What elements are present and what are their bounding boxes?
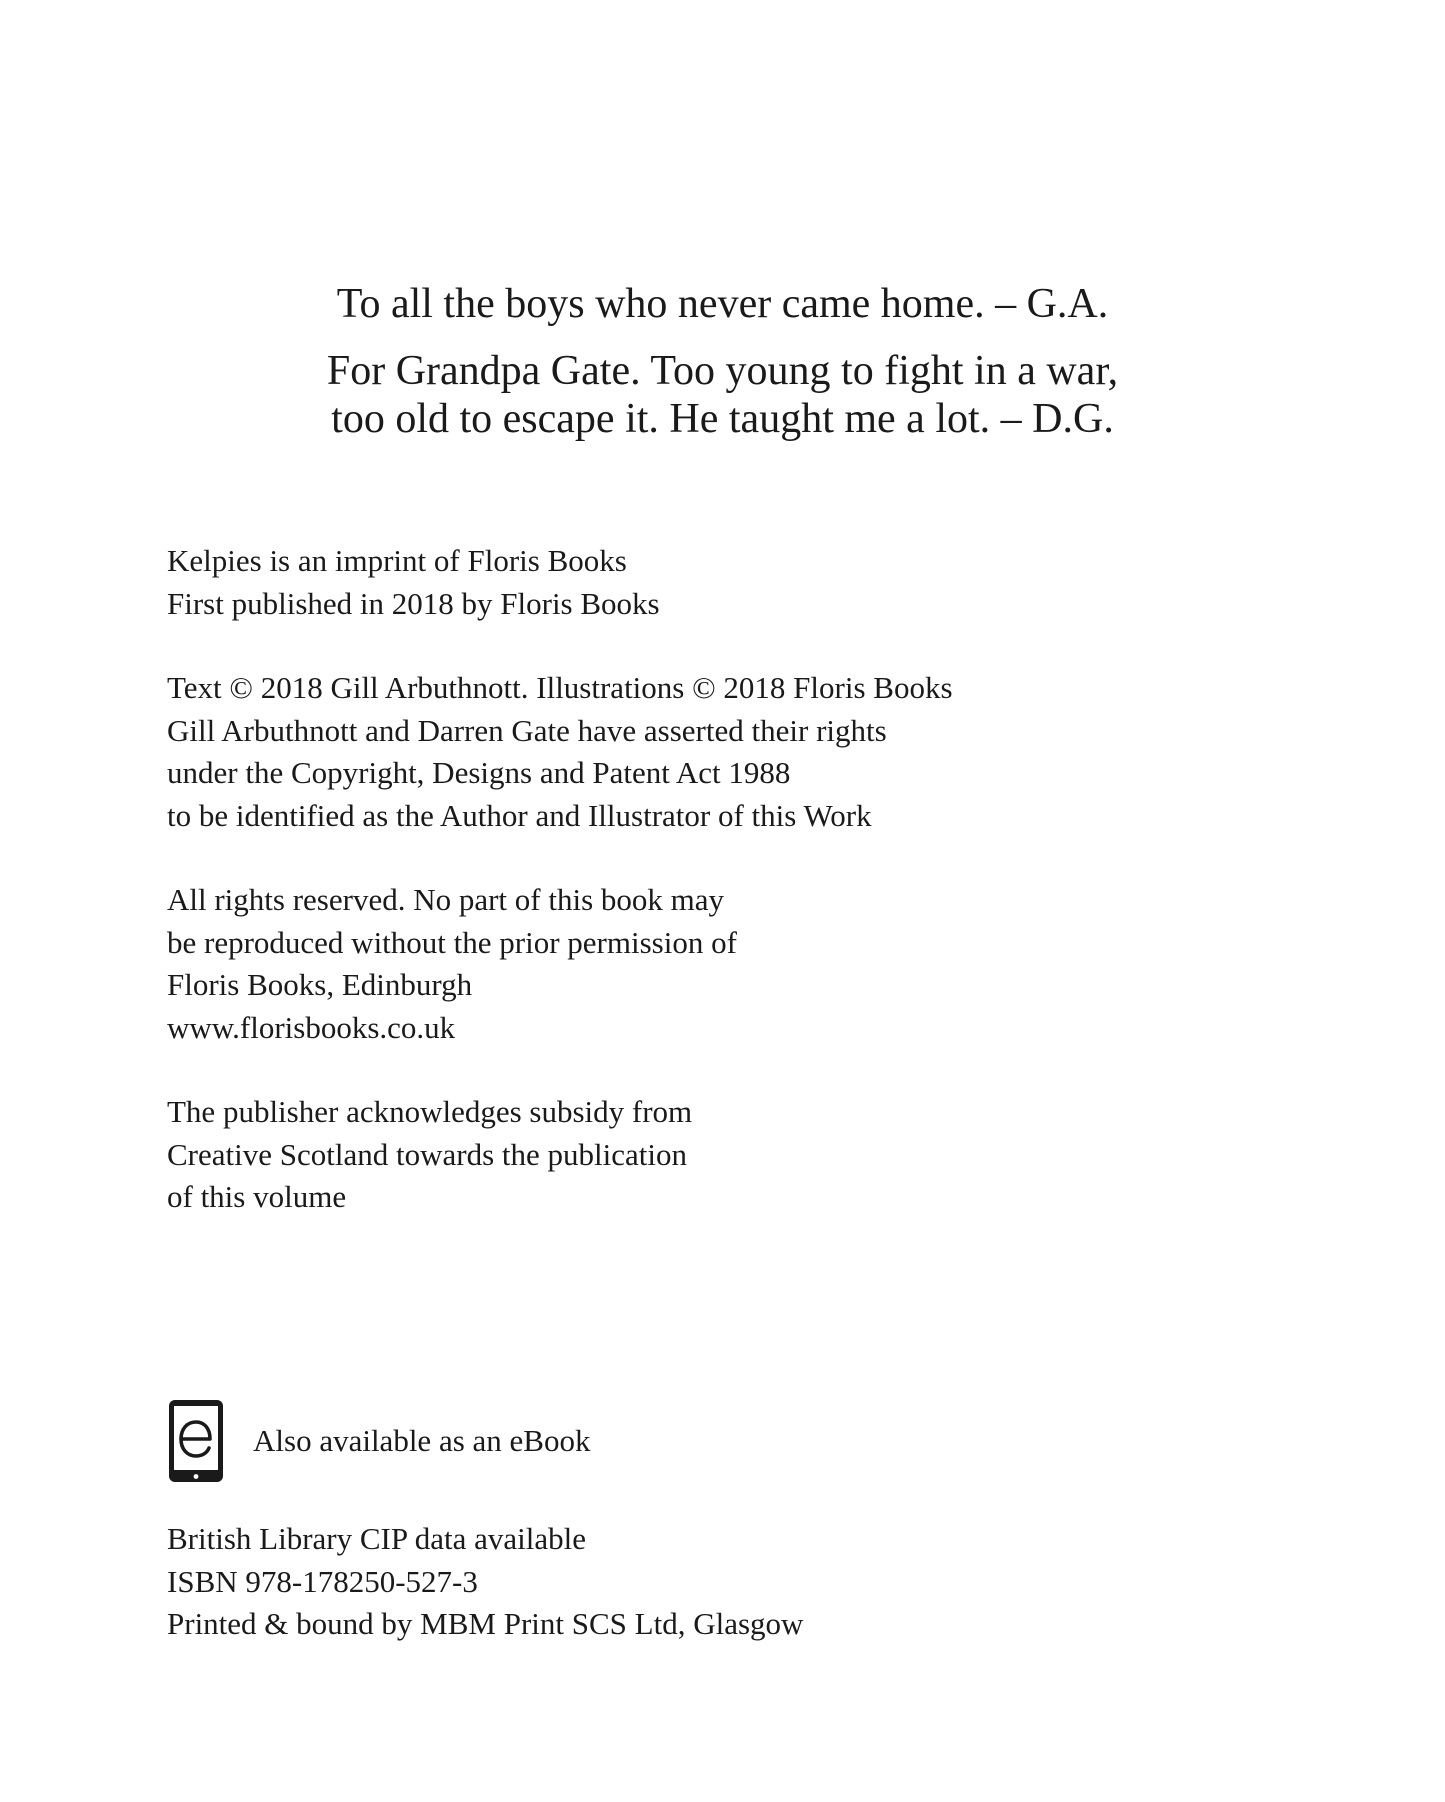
- copyright-block: [167, 667, 1317, 837]
- publisher-block: [167, 540, 1317, 625]
- copyright-line: Gill Arbuthnott and Darren Gate have asserted their rights: [167, 712, 887, 748]
- ebook-label: Also available as an eBook: [253, 1423, 591, 1458]
- cip-block: [167, 1518, 803, 1646]
- copyright-line: to be identified as the Author and Illustrator of this Work: [167, 797, 872, 833]
- dedication-line-dg-2: too old to escape it. He taught me a lot. – D.G.: [331, 396, 1114, 442]
- rights-line: All rights reserved. No part of this book may: [167, 882, 725, 917]
- copyright-line: Text © 2018 Gill Arbuthnott. Illustrations © 2018 Floris Books: [167, 670, 953, 705]
- dedication-line-dg-1: For Grandpa Gate. Too young to fight in a war,: [326, 348, 1119, 394]
- printer-line: Printed & bound by MBM Print SCS Ltd, Glasgow: [167, 1606, 804, 1641]
- rights-block: [167, 879, 1317, 1049]
- subsidy-line: of this volume: [167, 1179, 347, 1214]
- ebook-notice: [167, 1398, 590, 1484]
- publisher-line: Kelpies is an imprint of Floris Books: [167, 543, 627, 578]
- publisher-website: www.florisbooks.co.uk: [167, 1009, 456, 1045]
- subsidy-block: [167, 1091, 1317, 1219]
- subsidy-line: The publisher acknowledges subsidy from: [167, 1094, 693, 1129]
- dedication: [0, 280, 1445, 443]
- rights-line: be reproduced without the prior permission of: [167, 924, 737, 960]
- cip-line: British Library CIP data available: [167, 1521, 586, 1556]
- dedication-line-ga: To all the boys who never came home. – G.A.: [336, 281, 1109, 327]
- rights-line: Floris Books, Edinburgh: [167, 967, 473, 1002]
- subsidy-line: Creative Scotland towards the publication: [167, 1136, 687, 1172]
- isbn: ISBN 978-178250-527-3: [167, 1563, 478, 1599]
- publisher-line: First published in 2018 by Floris Books: [167, 585, 660, 621]
- copyright-line: under the Copyright, Designs and Patent Act 1988: [167, 755, 791, 790]
- ebook-reader-icon: [167, 1398, 225, 1484]
- imprint-details: [167, 540, 1317, 1261]
